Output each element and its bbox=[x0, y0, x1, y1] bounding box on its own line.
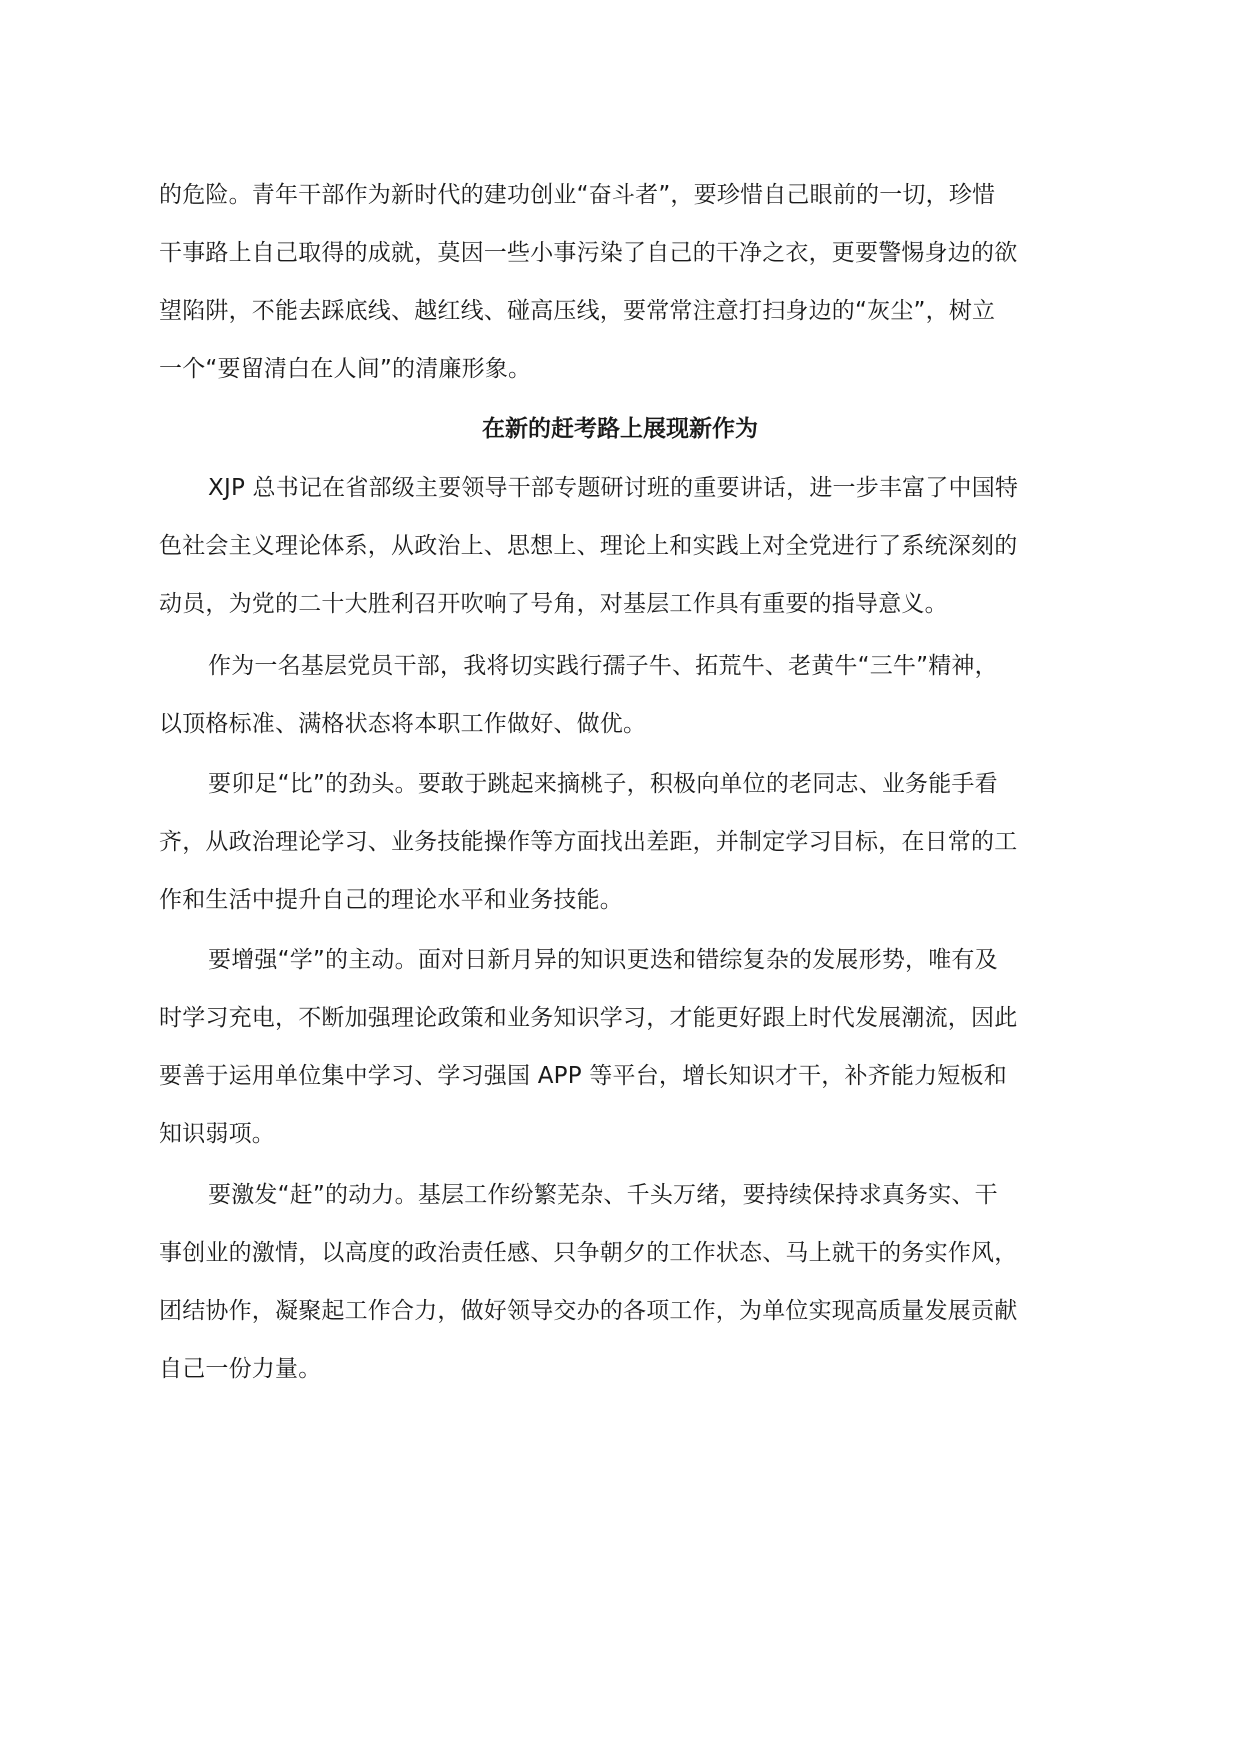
paragraph-line: 事创业的激情，以高度的政治责任感、只争朝夕的工作状态、马上就干的务实作风， bbox=[159, 1240, 1018, 1266]
paragraph-line: 时学习充电，不断加强理论政策和业务知识学习，才能更好跟上时代发展潮流，因此 bbox=[159, 1005, 1018, 1031]
paragraph-line: 作和生活中提升自己的理论水平和业务技能。 bbox=[159, 887, 623, 913]
paragraph-line: XJP 总书记在省部级主要领导干部专题研讨班的重要讲话，进一步丰富了中国特 bbox=[208, 475, 1019, 501]
paragraph-line: 要增强“学”的主动。面对日新月异的知识更迭和错综复杂的发展形势，唯有及 bbox=[208, 947, 998, 973]
paragraph-line: 以顶格标准、满格状态将本职工作做好、做优。 bbox=[159, 711, 647, 737]
paragraph-line: 作为一名基层党员干部，我将切实践行孺子牛、拓荒牛、老黄牛“三牛”精神， bbox=[208, 653, 998, 679]
intro-line: 的危险。青年干部作为新时代的建功创业“奋斗者”，要珍惜自己眼前的一切，珍惜 bbox=[159, 182, 996, 208]
intro-line: 望陷阱，不能去踩底线、越红线、碰高压线，要常常注意打扫身边的“灰尘”，树立 bbox=[159, 298, 996, 324]
intro-line: 干事路上自己取得的成就，莫因一些小事污染了自己的干净之衣，更要警惕身边的欲 bbox=[159, 240, 1018, 266]
paragraph-line: 团结协作，凝聚起工作合力，做好领导交办的各项工作，为单位实现高质量发展贡献 bbox=[159, 1298, 1018, 1324]
section-heading: 在新的赶考路上展现新作为 bbox=[482, 416, 758, 442]
paragraph-line: 色社会主义理论体系，从政治上、思想上、理论上和实践上对全党进行了系统深刻的 bbox=[159, 533, 1018, 559]
paragraph-line: 齐，从政治理论学习、业务技能操作等方面找出差距，并制定学习目标，在日常的工 bbox=[159, 829, 1018, 855]
paragraph-line: 自己一份力量。 bbox=[159, 1356, 322, 1382]
paragraph-line: 要卯足“比”的劲头。要敢于跳起来摘桃子，积极向单位的老同志、业务能手看 bbox=[208, 771, 998, 797]
paragraph-line: 要善于运用单位集中学习、学习强国 APP 等平台，增长知识才干，补齐能力短板和 bbox=[159, 1063, 1007, 1089]
paragraph-line: 知识弱项。 bbox=[159, 1121, 275, 1147]
intro-line: 一个“要留清白在人间”的清廉形象。 bbox=[159, 356, 532, 382]
paragraph-line: 动员，为党的二十大胜利召开吹响了号角，对基层工作具有重要的指导意义。 bbox=[159, 591, 948, 617]
paragraph-line: 要激发“赶”的动力。基层工作纷繁芜杂、千头万绪，要持续保持求真务实、干 bbox=[208, 1182, 998, 1208]
